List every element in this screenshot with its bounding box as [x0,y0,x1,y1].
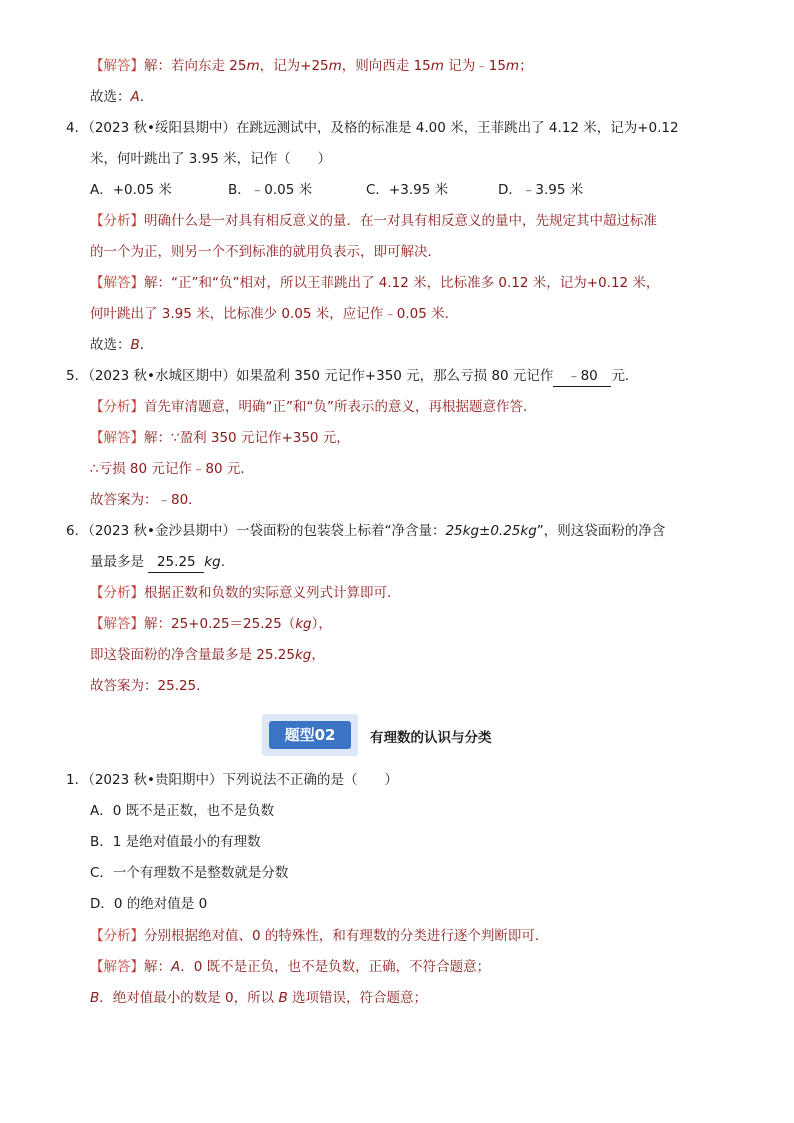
answer-tag: 【解答】 [90,616,144,632]
question-4-stem-cont: 米，何叶跳出了 3.95 米，记作（ ） [90,151,332,167]
analysis-line: 【分析】明确什么是一对具有相反意义的量．在一对具有相反意义的量中，先规定其中超过标准 [90,213,657,229]
option-b: B．1 是绝对值最小的有理数 [90,834,261,850]
final-answer: 故答案为：25.25． [90,678,210,694]
answer-tag: 【解答】 [90,275,144,291]
option-c: C．一个有理数不是整数就是分数 [90,865,289,881]
answer-line-cont: 即这袋面粉的净含量最多是 25.25kg， [90,647,325,663]
question-6-stem: 6．（2023 秋•金沙县期中）一袋面粉的包装袋上标着“净含量：25kg±0.25kg”，则这袋面粉的净含 [66,523,666,539]
option-c: C．+3.95 米 [366,182,449,198]
analysis-tag: 【分析】 [90,213,144,229]
answer-line: 【解答】解：25+0.25＝25.25（kg）， [90,616,332,632]
option-a: A．+0.05 米 [90,182,172,198]
answer-line: 【解答】解：若向东走 25m，记为+25m，则向西走 15m 记为﹣15m； [90,58,533,74]
answer-tag: 【解答】 [90,959,144,975]
option-d: D．﹣3.95 米 [498,182,584,198]
final-answer: 故答案为：﹣80． [90,492,202,508]
answer-tag: 【解答】 [90,430,144,446]
option-d: D．0 的绝对值是 0 [90,896,208,912]
analysis-tag: 【分析】 [90,399,144,415]
question-5-stem: 5．（2023 秋•水城区期中）如果盈利 350 元记作+350 元，那么亏损 80 元记作 ﹣80 元． [66,366,638,387]
option-b: B．﹣0.05 米 [228,182,313,198]
answer-line: 【解答】解：“正”和“负”相对，所以王菲跳出了 4.12 米，比标准多 0.12 米，记为+0.12 米， [90,275,660,291]
choice-line: 故选：B. [90,337,145,353]
analysis-line: 【分析】分别根据绝对值、0 的特殊性，和有理数的分类进行逐个判断即可． [90,928,549,944]
answer-blank: 25.25 [148,552,204,573]
question-6-stem-cont: 量最多是 25.25 kg. [90,552,225,573]
question-4-stem: 4．（2023 秋•绥阳县期中）在跳远测试中，及格的标准是 4.00 米，王菲跳出了 4.12 米，记为+0.12 [66,120,679,136]
analysis-tag: 【分析】 [90,928,144,944]
answer-blank: ﹣80 [553,366,611,387]
answer-line-cont: B．绝对值最小的数是 0，所以 B 选项错误，符合题意； [90,990,427,1006]
section-title: 有理数的认识与分类 [370,730,492,746]
choice-line: 故选：A. [90,89,145,105]
analysis-line: 【分析】首先审清题意，明确“正”和“负”所表示的意义，再根据题意作答． [90,399,537,415]
section-badge [262,714,358,756]
analysis-line: 【分析】根据正数和负数的实际意义列式计算即可． [90,585,401,601]
answer-line-cont: 何叶跳出了 3.95 米，比标准少 0.05 米，应记作﹣0.05 米． [90,306,459,322]
answer-line: 【解答】解：A．0 既不是正负，也不是负数，正确，不符合题意； [90,959,491,975]
analysis-tag: 【分析】 [90,585,144,601]
analysis-line-cont: 的一个为正，则另一个不到标准的就用负表示，即可解决． [90,244,441,260]
section-question-1-stem: 1．（2023 秋•贵阳期中）下列说法不正确的是（ ） [66,772,398,788]
answer-line-cont: ∴亏损 80 元记作﹣80 元． [90,461,254,477]
answer-line: 【解答】解：∵盈利 350 元记作+350 元， [90,430,350,446]
section-badge-label: 题型02 [269,721,351,749]
answer-tag: 【解答】 [90,58,144,74]
option-a: A．0 既不是正数，也不是负数 [90,803,275,819]
question-4-options [90,180,583,200]
